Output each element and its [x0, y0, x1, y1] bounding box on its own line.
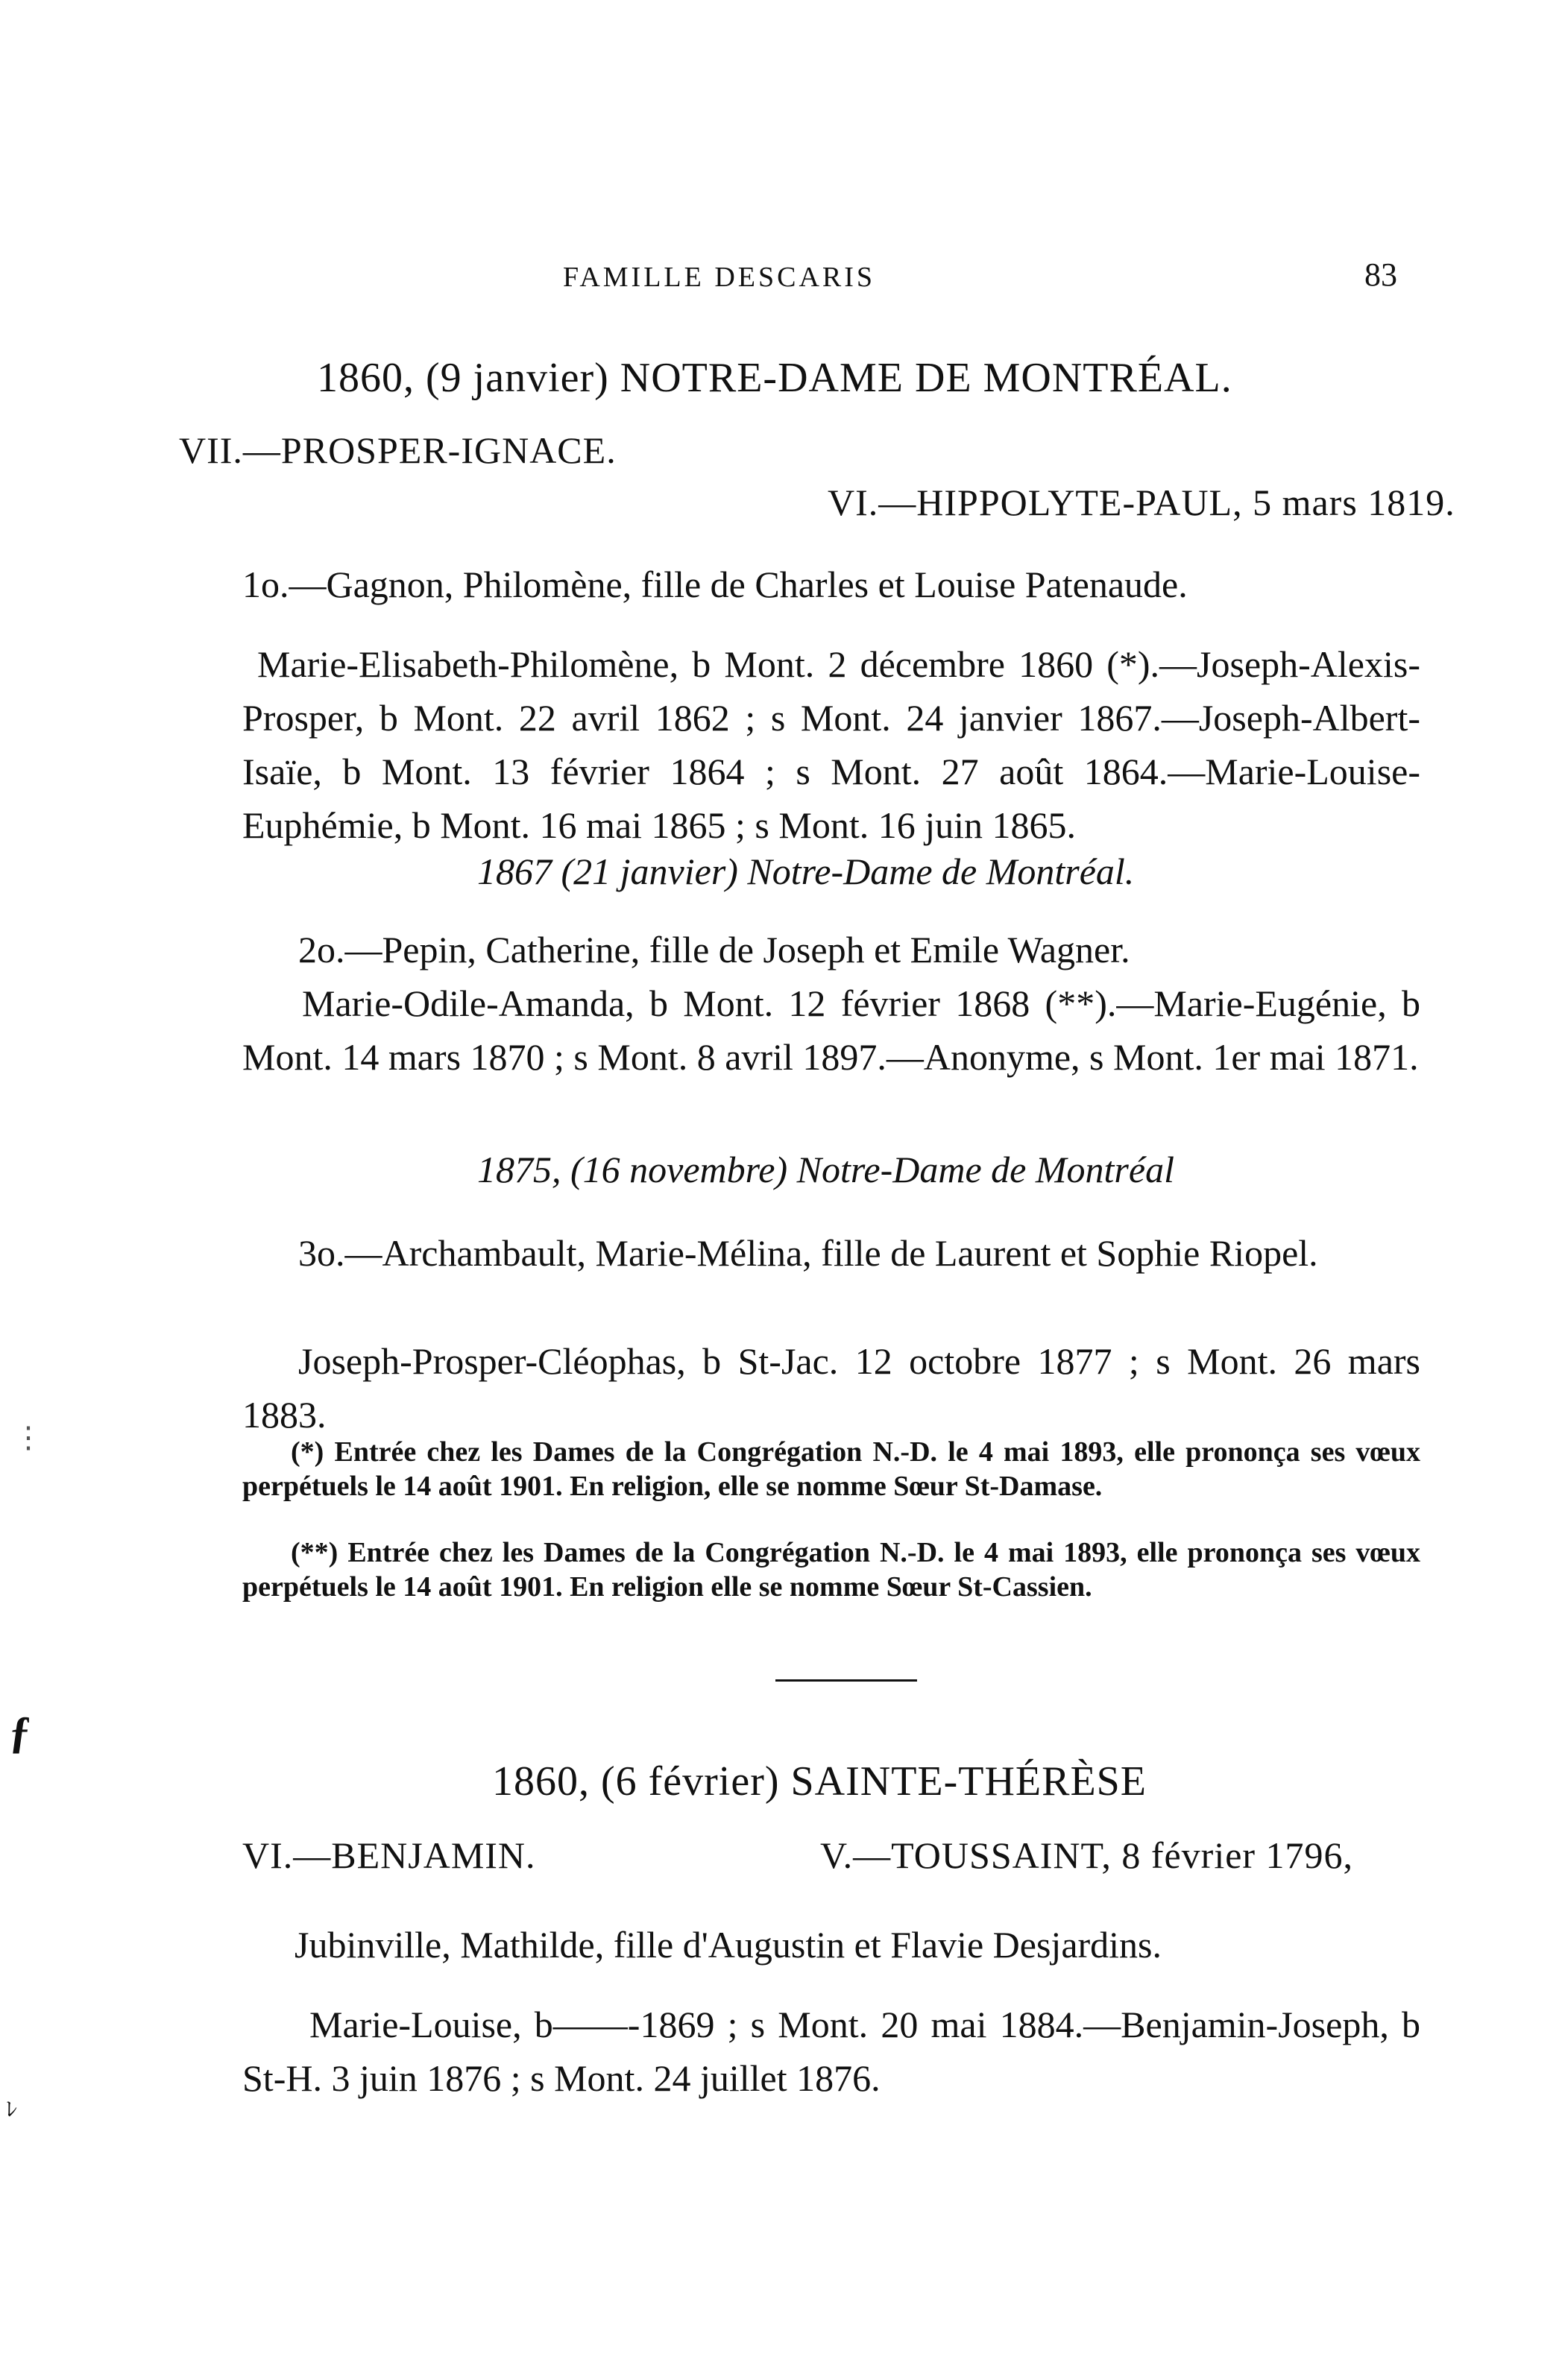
running-title: FAMILLE DESCARIS [563, 262, 876, 293]
section1-gen-left: VII.—PROSPER-IGNACE. [179, 429, 617, 471]
margin-mark-f: ƒ [9, 1708, 31, 1757]
section1-gen-right: VI.—HIPPOLYTE-PAUL, 5 mars 1819. [828, 482, 1455, 523]
page-number: 83 [1364, 256, 1397, 293]
marriage2-children: Marie-Odile-Amanda, b Mont. 12 février 1868 (**).—Marie-Eugénie, b Mont. 14 mars 1870 ; s Mont. 8 avril 1897.—Anonyme, s Mont. 1er mai 1871. [242, 982, 1420, 1078]
section2-spouse: Jubinville, Mathilde, fille d'Augustin et Flavie Desjardins. [295, 1924, 1162, 1966]
marriage2-subheading: 1867 (21 janvier) Notre-Dame de Montréal. [477, 850, 1135, 892]
footnote-1: (*) Entrée chez les Dames de la Congrégation N.-D. le 4 mai 1893, elle prononça ses vœux perpétuels le 14 août 1901. En religion, elle se nomme Sœur St-Damase. [242, 1436, 1420, 1502]
marriage3-subheading: 1875, (16 novembre) Notre-Dame de Montréal [477, 1149, 1174, 1190]
section2-gen-right: V.—TOUSSAINT, 8 février 1796, [820, 1834, 1354, 1876]
marriage1-children: Marie-Elisabeth-Philomène, b Mont. 2 décembre 1860 (*).—Joseph-Alexis-Prosper, b Mont. 22 avril 1862 ; s Mont. 24 janvier 1867.—Joseph-Albert-Isaïe, b Mont. 13 février 1864 ; s Mont. 27 août 1864.—Marie-Louise-Euphémie, b Mont. 16 mai 1865 ; s Mont. 16 juin 1865. [242, 643, 1420, 846]
marriage3-spouse: 3o.—Archambault, Marie-Mélina, fille de Laurent et Sophie Riopel. [298, 1232, 1318, 1274]
section2-children: Marie-Louise, b——-1869 ; s Mont. 20 mai 1884.—Benjamin-Joseph, b St-H. 3 juin 1876 ; s Mont. 24 juillet 1876. [242, 2004, 1420, 2099]
margin-mark-arrow: ﾚ [6, 2098, 17, 2122]
margin-mark-dots: ⋮ [13, 1421, 43, 1454]
section1-title: 1860, (9 janvier) NOTRE-DAME DE MONTRÉAL. [317, 355, 1232, 401]
marriage2-spouse: 2o.—Pepin, Catherine, fille de Joseph et Emile Wagner. [298, 929, 1130, 970]
section2-gen-left: VI.—BENJAMIN. [242, 1834, 536, 1876]
marriage1-spouse: 1o.—Gagnon, Philomène, fille de Charles et Louise Patenaude. [242, 564, 1188, 605]
section-separator [775, 1679, 917, 1682]
section2-title: 1860, (6 février) SAINTE-THÉRÈSE [492, 1758, 1147, 1805]
marriage3-children: Joseph-Prosper-Cléophas, b St-Jac. 12 octobre 1877 ; s Mont. 26 mars 1883. [242, 1340, 1420, 1436]
footnote-2: (**) Entrée chez les Dames de la Congrégation N.-D. le 4 mai 1893, elle prononça ses vœux perpétuels le 14 août 1901. En religion elle se nomme Sœur St-Cassien. [242, 1537, 1420, 1603]
